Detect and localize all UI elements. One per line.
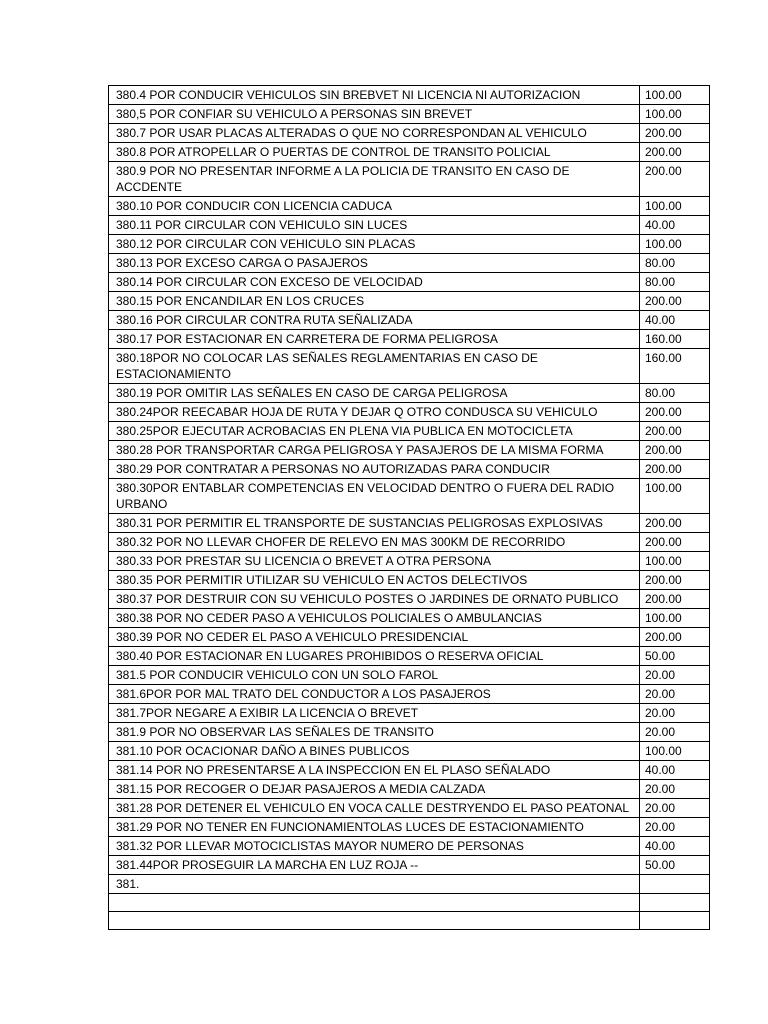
table-row — [109, 403, 710, 422]
fine-amount: 100.00 — [640, 105, 710, 124]
infraction-description: 380.4 POR CONDUCIR VEHICULOS SIN BREBVET NI LICENCIA NI AUTORIZACION — [109, 86, 640, 105]
table-row — [109, 894, 710, 912]
infraction-description: 381.14 POR NO PRESENTARSE A LA INSPECCION EN EL PLASO SEÑALADO — [109, 761, 640, 780]
fine-amount: 40.00 — [640, 761, 710, 780]
fine-amount: 160.00 — [640, 349, 710, 384]
table-row — [109, 533, 710, 552]
table-row — [109, 628, 710, 647]
fine-amount: 200.00 — [640, 460, 710, 479]
table-row — [109, 704, 710, 723]
table-row — [109, 124, 710, 143]
table-row — [109, 742, 710, 761]
fine-amount: 100.00 — [640, 742, 710, 761]
infraction-description: 381.32 POR LLEVAR MOTOCICLISTAS MAYOR NUMERO DE PERSONAS — [109, 837, 640, 856]
fines-table — [108, 85, 710, 930]
table-row — [109, 311, 710, 330]
fine-amount: 40.00 — [640, 311, 710, 330]
fine-amount: 100.00 — [640, 197, 710, 216]
infraction-description: 380.30POR ENTABLAR COMPETENCIAS EN VELOCIDAD DENTRO O FUERA DEL RADIO URBANO — [109, 479, 640, 514]
fine-amount: 200.00 — [640, 162, 710, 197]
infraction-description: 380.12 POR CIRCULAR CON VEHICULO SIN PLACAS — [109, 235, 640, 254]
infraction-description: 381.44POR PROSEGUIR LA MARCHA EN LUZ ROJA -- — [109, 856, 640, 875]
infraction-description: 380,5 POR CONFIAR SU VEHICULO A PERSONAS SIN BREVET — [109, 105, 640, 124]
table-row — [109, 514, 710, 533]
infraction-description: 381. — [109, 875, 640, 894]
infraction-description: 380.33 POR PRESTAR SU LICENCIA O BREVET A OTRA PERSONA — [109, 552, 640, 571]
infraction-description: 380.32 POR NO LLEVAR CHOFER DE RELEVO EN MAS 300KM DE RECORRIDO — [109, 533, 640, 552]
table-row — [109, 349, 710, 384]
infraction-description: 381.6POR POR MAL TRATO DEL CONDUCTOR A LOS PASAJEROS — [109, 685, 640, 704]
infraction-description: 380.14 POR CIRCULAR CON EXCESO DE VELOCIDAD — [109, 273, 640, 292]
table-row — [109, 441, 710, 460]
fine-amount: 200.00 — [640, 514, 710, 533]
table-row — [109, 162, 710, 197]
fine-amount: 200.00 — [640, 292, 710, 311]
table-row — [109, 460, 710, 479]
table-row — [109, 273, 710, 292]
fine-amount: 100.00 — [640, 235, 710, 254]
infraction-description: 380.28 POR TRANSPORTAR CARGA PELIGROSA Y PASAJEROS DE LA MISMA FORMA — [109, 441, 640, 460]
infraction-description: 380.25POR EJECUTAR ACROBACIAS EN PLENA VIA PUBLICA EN MOTOCICLETA — [109, 422, 640, 441]
table-row — [109, 856, 710, 875]
table-row — [109, 143, 710, 162]
fine-amount: 20.00 — [640, 685, 710, 704]
table-row — [109, 837, 710, 856]
table-row — [109, 780, 710, 799]
table-row — [109, 384, 710, 403]
table-row — [109, 875, 710, 894]
table-row — [109, 422, 710, 441]
infraction-description: 380.17 POR ESTACIONAR EN CARRETERA DE FORMA PELIGROSA — [109, 330, 640, 349]
infraction-description — [109, 894, 640, 912]
table-row — [109, 723, 710, 742]
infraction-description: 380.39 POR NO CEDER EL PASO A VEHICULO PRESIDENCIAL — [109, 628, 640, 647]
infraction-description: 380.15 POR ENCANDILAR EN LOS CRUCES — [109, 292, 640, 311]
fine-amount: 20.00 — [640, 723, 710, 742]
fine-amount: 200.00 — [640, 403, 710, 422]
table-row — [109, 254, 710, 273]
infraction-description: 380.37 POR DESTRUIR CON SU VEHICULO POSTES O JARDINES DE ORNATO PUBLICO — [109, 590, 640, 609]
infraction-description: 380.40 POR ESTACIONAR EN LUGARES PROHIBIDOS O RESERVA OFICIAL — [109, 647, 640, 666]
infraction-description: 380.8 POR ATROPELLAR O PUERTAS DE CONTROL DE TRANSITO POLICIAL — [109, 143, 640, 162]
table-row — [109, 685, 710, 704]
fine-amount: 20.00 — [640, 704, 710, 723]
table-row — [109, 609, 710, 628]
fine-amount — [640, 912, 710, 930]
infraction-description: 381.28 POR DETENER EL VEHICULO EN VOCA CALLE DESTRYENDO EL PASO PEATONAL — [109, 799, 640, 818]
fine-amount: 200.00 — [640, 571, 710, 590]
fine-amount: 200.00 — [640, 143, 710, 162]
fine-amount: 20.00 — [640, 799, 710, 818]
table-row — [109, 666, 710, 685]
infraction-description: 380.9 POR NO PRESENTAR INFORME A LA POLICIA DE TRANSITO EN CASO DE ACCDENTE — [109, 162, 640, 197]
infraction-description: 381.5 POR CONDUCIR VEHICULO CON UN SOLO FAROL — [109, 666, 640, 685]
table-row — [109, 330, 710, 349]
infraction-description: 380.11 POR CIRCULAR CON VEHICULO SIN LUCES — [109, 216, 640, 235]
fine-amount: 80.00 — [640, 384, 710, 403]
infraction-description: 381.7POR NEGARE A EXIBIR LA LICENCIA O BREVET — [109, 704, 640, 723]
table-row — [109, 761, 710, 780]
table-row — [109, 552, 710, 571]
fine-amount: 40.00 — [640, 216, 710, 235]
table-row — [109, 571, 710, 590]
infraction-description: 380.10 POR CONDUCIR CON LICENCIA CADUCA — [109, 197, 640, 216]
table-row — [109, 105, 710, 124]
infraction-description: 380.31 POR PERMITIR EL TRANSPORTE DE SUSTANCIAS PELIGROSAS EXPLOSIVAS — [109, 514, 640, 533]
table-row — [109, 818, 710, 837]
fine-amount: 200.00 — [640, 441, 710, 460]
table-row — [109, 590, 710, 609]
infraction-description: 380.16 POR CIRCULAR CONTRA RUTA SEÑALIZADA — [109, 311, 640, 330]
fine-amount: 200.00 — [640, 533, 710, 552]
table-row — [109, 912, 710, 930]
infraction-description: 381.9 POR NO OBSERVAR LAS SEÑALES DE TRANSITO — [109, 723, 640, 742]
fine-amount: 160.00 — [640, 330, 710, 349]
fine-amount: 80.00 — [640, 273, 710, 292]
fine-amount: 100.00 — [640, 86, 710, 105]
fine-amount — [640, 875, 710, 894]
infraction-description: 381.15 POR RECOGER O DEJAR PASAJEROS A MEDIA CALZADA — [109, 780, 640, 799]
fine-amount: 200.00 — [640, 590, 710, 609]
fine-amount: 80.00 — [640, 254, 710, 273]
table-row — [109, 647, 710, 666]
infraction-description: 380.29 POR CONTRATAR A PERSONAS NO AUTORIZADAS PARA CONDUCIR — [109, 460, 640, 479]
infraction-description — [109, 912, 640, 930]
table-row — [109, 197, 710, 216]
fine-amount: 200.00 — [640, 124, 710, 143]
fine-amount: 20.00 — [640, 818, 710, 837]
table-row — [109, 86, 710, 105]
table-row — [109, 479, 710, 514]
table-row — [109, 799, 710, 818]
fine-amount: 50.00 — [640, 647, 710, 666]
fine-amount: 40.00 — [640, 837, 710, 856]
fine-amount: 20.00 — [640, 780, 710, 799]
fine-amount: 200.00 — [640, 422, 710, 441]
infraction-description: 380.18POR NO COLOCAR LAS SEÑALES REGLAMENTARIAS EN CASO DE ESTACIONAMIENTO — [109, 349, 640, 384]
document-page — [108, 85, 709, 930]
table-row — [109, 292, 710, 311]
infraction-description: 380.35 POR PERMITIR UTILIZAR SU VEHICULO EN ACTOS DELECTIVOS — [109, 571, 640, 590]
fine-amount: 100.00 — [640, 479, 710, 514]
infraction-description: 380.38 POR NO CEDER PASO A VEHICULOS POLICIALES O AMBULANCIAS — [109, 609, 640, 628]
fine-amount — [640, 894, 710, 912]
infraction-description: 381.10 POR OCACIONAR DAÑO A BINES PUBLICOS — [109, 742, 640, 761]
table-row — [109, 235, 710, 254]
fines-table-body — [109, 86, 710, 930]
infraction-description: 380.13 POR EXCESO CARGA O PASAJEROS — [109, 254, 640, 273]
infraction-description: 380.7 POR USAR PLACAS ALTERADAS O QUE NO CORRESPONDAN AL VEHICULO — [109, 124, 640, 143]
fine-amount: 50.00 — [640, 856, 710, 875]
fine-amount: 200.00 — [640, 628, 710, 647]
infraction-description: 380.19 POR OMITIR LAS SEÑALES EN CASO DE CARGA PELIGROSA — [109, 384, 640, 403]
table-row — [109, 216, 710, 235]
fine-amount: 20.00 — [640, 666, 710, 685]
fine-amount: 100.00 — [640, 609, 710, 628]
fine-amount: 100.00 — [640, 552, 710, 571]
infraction-description: 380.24POR REECABAR HOJA DE RUTA Y DEJAR Q OTRO CONDUSCA SU VEHICULO — [109, 403, 640, 422]
infraction-description: 381.29 POR NO TENER EN FUNCIONAMIENTOLAS LUCES DE ESTACIONAMIENTO — [109, 818, 640, 837]
